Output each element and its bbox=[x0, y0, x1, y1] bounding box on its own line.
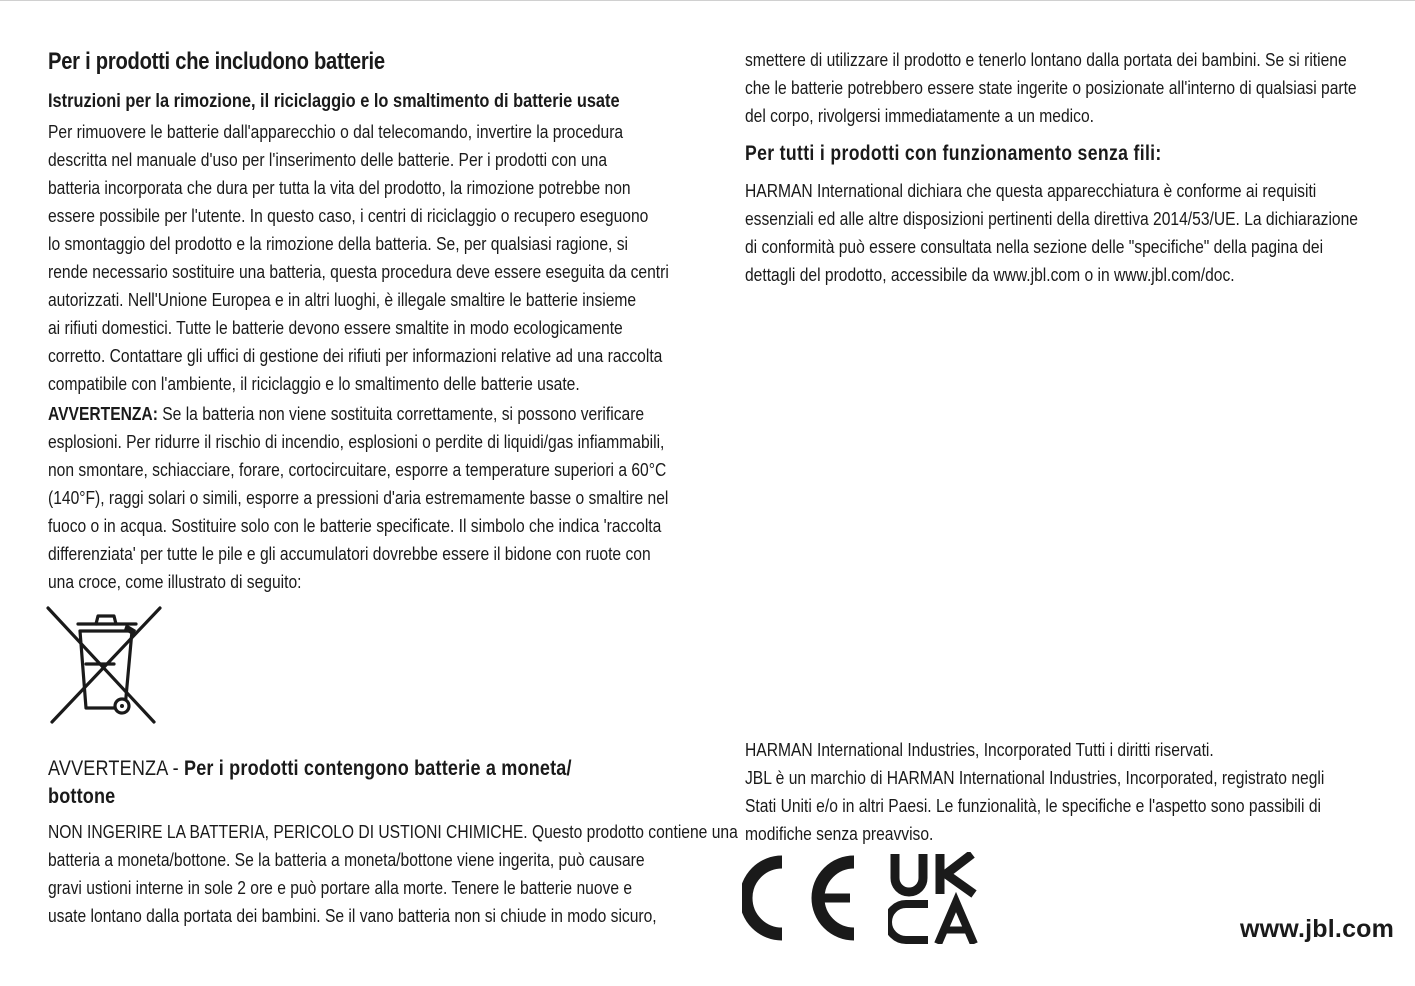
text-line: descritta nel manuale d'uso per l'inserimento delle batterie. Per i prodotti con una bbox=[48, 149, 608, 170]
text-line: Stati Uniti e/o in altri Paesi. Le funzionalità, le specifiche e l'aspetto sono passibili di bbox=[745, 795, 1321, 816]
warning-paragraph bbox=[48, 400, 668, 596]
text-line: rende necessario sostituire una batteria, questa procedura deve essere eseguita da centri bbox=[48, 261, 669, 282]
text-line: batteria incorporata che dura per tutta la vita del prodotto, la rimozione potrebbe non bbox=[48, 177, 631, 198]
copyright-paragraph bbox=[745, 736, 1324, 848]
text-line: smettere di utilizzare il prodotto e tenerlo lontano dalla portata dei bambini. Se si ritiene bbox=[745, 49, 1347, 70]
text-line: Per rimuovere le batterie dall'apparecchio o dal telecomando, invertire la procedura bbox=[48, 121, 624, 142]
text-line: non smontare, schiacciare, forare, cortocircuitare, esporre a temperature superiori a 60°C bbox=[48, 459, 667, 480]
coin-battery-warning-heading bbox=[48, 754, 572, 810]
batteries-title: Per i prodotti che includono batterie bbox=[48, 48, 385, 75]
text-line: lo smontaggio del prodotto e la rimozione della batteria. Se, per qualsiasi ragione, si bbox=[48, 233, 628, 254]
text-line: essenziali ed alle altre disposizioni pertinenti della direttiva 2014/53/UE. La dichiarazione bbox=[745, 208, 1358, 229]
text-line: modifiche senza preavviso. bbox=[745, 823, 934, 844]
text-line: essere possibile per l'utente. In questo caso, i centri di riciclaggio o recupero eseguono bbox=[48, 205, 649, 226]
text-line: HARMAN International Industries, Incorporated Tutti i diritti riservati. bbox=[745, 739, 1214, 760]
text-line: di conformità può essere consultata nella sezione delle "specifiche" della pagina dei bbox=[745, 236, 1324, 257]
ukca-mark-icon bbox=[888, 852, 980, 944]
coin-battery-paragraph bbox=[48, 818, 738, 930]
text-line: ai rifiuti domestici. Tutte le batterie devono essere smaltite in modo ecologicamente bbox=[48, 317, 623, 338]
text-line: batteria a moneta/bottone. Se la batteria a moneta/bottone viene ingerita, può causare bbox=[48, 849, 645, 870]
crossed-out-wheelie-bin-icon bbox=[44, 604, 164, 728]
text-line: JBL è un marchio di HARMAN International Industries, Incorporated, registrato negli bbox=[745, 767, 1325, 788]
ce-mark-icon bbox=[742, 852, 864, 944]
text-line: corretto. Contattare gli uffici di gestione dei rifiuti per informazioni relative ad una raccolta bbox=[48, 345, 663, 366]
text-line: usate lontano dalla portata dei bambini. Se il vano batteria non si chiude in modo sicuro, bbox=[48, 905, 657, 926]
warning-label: AVVERTENZA: bbox=[48, 403, 158, 424]
text-line: del corpo, rivolgersi immediatamente a un medico. bbox=[745, 105, 1094, 126]
text-line: una croce, come illustrato di seguito: bbox=[48, 571, 302, 592]
wireless-paragraph bbox=[745, 177, 1358, 289]
heading-line: bottone bbox=[48, 784, 116, 808]
wireless-heading: Per tutti i prodotti con funzionamento senza fili: bbox=[745, 142, 1162, 165]
text-line: HARMAN International dichiara che questa apparecchiatura è conforme ai requisiti bbox=[745, 180, 1317, 201]
batteries-subtitle: Istruzioni per la rimozione, il riciclaggio e lo smaltimento di batterie usate bbox=[48, 90, 620, 112]
top-border-line bbox=[0, 0, 1415, 1]
text-line: compatibile con l'ambiente, il riciclaggio e lo smaltimento delle batterie usate. bbox=[48, 373, 580, 394]
text-line: gravi ustioni interne in sole 2 ore e può portare alla morte. Tenere le batterie nuove e bbox=[48, 877, 633, 898]
text-line: NON INGERIRE LA BATTERIA, PERICOLO DI USTIONI CHIMICHE. Questo prodotto contiene una bbox=[48, 821, 738, 842]
coin-battery-paragraph-continued bbox=[745, 46, 1357, 130]
website-link[interactable]: www.jbl.com bbox=[1240, 915, 1395, 943]
text-line: (140°F), raggi solari o simili, esporre a pressioni d'aria estremamente basse o smaltire nel bbox=[48, 487, 669, 508]
warning-first-line: Se la batteria non viene sostituita correttamente, si possono verificare bbox=[157, 403, 645, 424]
heading-prefix: AVVERTENZA - bbox=[48, 756, 185, 780]
text-line: esplosioni. Per ridurre il rischio di incendio, esplosioni o perdite di liquidi/gas infiammabili, bbox=[48, 431, 665, 452]
text-line bbox=[48, 400, 668, 428]
text-line: dettagli del prodotto, accessibile da www.jbl.com o in www.jbl.com/doc. bbox=[745, 264, 1235, 285]
removal-paragraph bbox=[48, 118, 669, 398]
heading-line bbox=[48, 754, 572, 782]
text-line: autorizzati. Nell'Unione Europea e in altri luoghi, è illegale smaltire le batterie insieme bbox=[48, 289, 637, 310]
text-line: che le batterie potrebbero essere state ingerite o posizionate all'interno di qualsiasi parte bbox=[745, 77, 1357, 98]
text-line: fuoco o in acqua. Sostituire solo con le batterie specificate. Il simbolo che indica 'raccolta bbox=[48, 515, 662, 536]
text-line: differenziata' per tutte le pile e gli accumulatori dovrebbe essere il bidone con ruote con bbox=[48, 543, 651, 564]
heading-text: Per i prodotti contengono batterie a moneta/ bbox=[184, 756, 572, 780]
